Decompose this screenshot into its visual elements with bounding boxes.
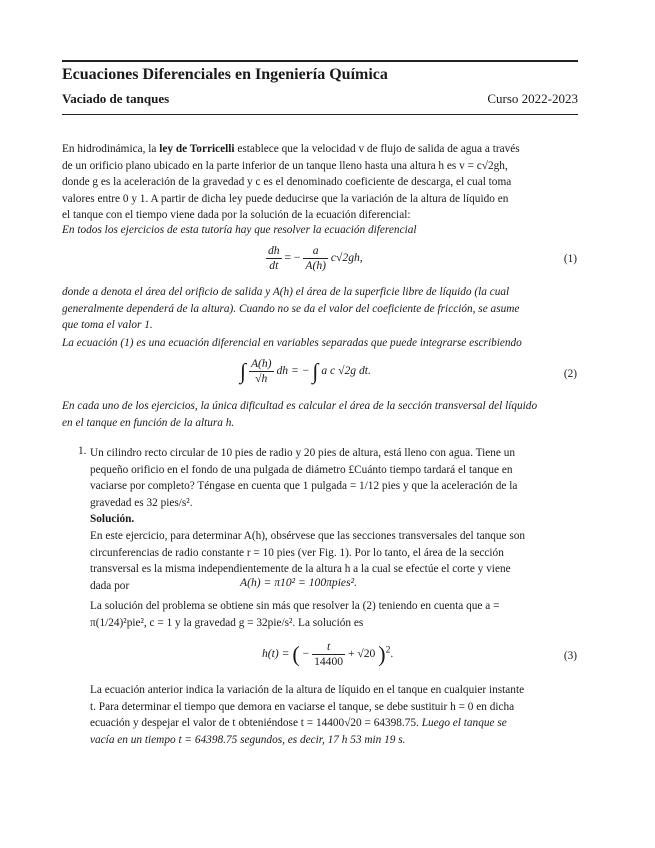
- eq3-period: .: [390, 647, 394, 661]
- eq1-tail: c√2gh,: [330, 251, 363, 265]
- intro-line: el tanque con el tiempo viene dada por la solución de la ecuación diferencial:: [62, 209, 411, 222]
- eq3-left-paren: (: [292, 641, 300, 667]
- definition-paragraph: [62, 284, 578, 334]
- eq3-right-paren: ): [378, 641, 386, 667]
- solution-line: dada por: [90, 579, 130, 592]
- conclusion-line: La ecuación anterior indica la variación de la altura de líquido en el tanque en cualquier instante: [90, 684, 525, 696]
- intro-line: donde g es la aceleración de la gravedad y c es el denominado coeficiente de descarga, el cual toma: [62, 176, 512, 189]
- intro-line: valores entre 0 y 1. A partir de dicha ley puede deducirse que la variación de la altura de líquido en: [62, 192, 509, 205]
- solution-line: transversal es la misma independientemente de la altura h a la cual se efectúe el corte y viene: [90, 563, 511, 576]
- separable-paragraph: [62, 335, 578, 352]
- eq3-num: t: [312, 640, 345, 655]
- separable-line: La ecuación (1) es una ecuación diferencial en variables separadas que puede integrarse escribiendo: [62, 337, 522, 349]
- solution-line: π(1/24)²pie², c = 1 y la gravedad g = 32pie/s². La solución es: [90, 616, 364, 629]
- eq1-lhs-den: dt: [269, 259, 279, 272]
- eq2-tail: a c √2g dt.: [321, 364, 371, 378]
- conclusion-line: [90, 715, 578, 732]
- definition-line: generalmente dependerá de la altura). Cuando no se da el valor del coeficiente de fricción, se asume: [62, 302, 520, 315]
- equation-1: [266, 244, 363, 273]
- intro-line: [62, 141, 578, 158]
- intro-text: En hidrodinámica, la: [62, 143, 160, 155]
- area-equation: A(h) = π10² = 100πpies².: [240, 576, 357, 589]
- definition-line: donde a denota el área del orificio de salida y A(h) el área de la superficie libre de líquido (la cual: [62, 286, 510, 298]
- difficulty-line: En cada uno de los ejercicios, la única dificultad es calcular el área de la sección transversal del líquido: [62, 400, 538, 412]
- difficulty-paragraph: [62, 398, 578, 431]
- equation-2-number: (2): [563, 368, 577, 380]
- definition-line: que toma el valor 1.: [62, 319, 153, 332]
- eq1-equals: = −: [284, 251, 301, 265]
- eq3-den: 14400: [314, 655, 344, 668]
- header-bottom-rule: [62, 114, 578, 115]
- note-line: En todos los ejercicios de esta tutoría hay que resolver la ecuación diferencial: [62, 224, 417, 236]
- solution-continued: [90, 598, 578, 631]
- conclusion-line: vacía en un tiempo t = 64398.75 segundos, es decir, 17 h 53 min 19 s.: [90, 733, 406, 746]
- eq1-den: A(h): [305, 259, 326, 272]
- eq2-den: √h: [255, 372, 268, 385]
- conclusion-italic: Luego el tanque se: [418, 717, 507, 730]
- conclusion-paragraph: [90, 682, 578, 748]
- intro-text: establece que la velocidad v de flujo de salida de agua a través: [234, 143, 520, 155]
- eq1-lhs-num: dh: [268, 244, 280, 257]
- solution-label-text: Solución.: [90, 513, 135, 526]
- intro-line: de un orificio plano ubicado en la parte inferior de un tanque lleno hasta una altura h es v = c√2gh,: [62, 159, 508, 172]
- header-top-rule: [62, 60, 578, 62]
- torricelli-law-term: ley de Torricelli: [159, 143, 235, 155]
- eq3-minus: −: [302, 647, 310, 661]
- eq2-middle: dh = −: [276, 364, 310, 378]
- equation-1-number: (1): [563, 253, 577, 265]
- equation-3: [262, 640, 393, 669]
- intro-paragraph: [62, 141, 578, 224]
- eq2-num: A(h): [250, 357, 272, 370]
- integral-symbol: ∫: [312, 358, 319, 384]
- eq1-num: a: [303, 244, 328, 259]
- difficulty-line: en el tanque en función de la altura h.: [62, 416, 235, 429]
- integral-symbol: ∫: [240, 358, 247, 384]
- conclusion-line: t. Para determinar el tiempo que demora en vaciarse el tanque, se debe sustituir h = 0 en dicha: [90, 700, 515, 713]
- exercise-statement: [90, 445, 578, 594]
- eq2-fraction: [249, 357, 274, 386]
- eq3-tail: + √20: [347, 647, 376, 661]
- document-title: Ecuaciones Diferenciales en Ingeniería Química: [62, 66, 388, 83]
- solution-label: [90, 511, 578, 528]
- document-subtitle: Vaciado de tanques: [62, 91, 170, 106]
- solution-line: circunferencias de radio constante r = 10 pies (ver Fig. 1). Por lo tanto, el área de la sección: [90, 546, 504, 559]
- exercise-number: 1.: [78, 445, 87, 457]
- note-paragraph: [62, 222, 578, 239]
- equation-3-number: (3): [563, 650, 577, 662]
- course-year: Curso 2022-2023: [487, 91, 578, 106]
- eq3-exponent: 2: [385, 644, 391, 656]
- statement-line: pequeño orificio en el fondo de una pulgada de diámetro £Cuánto tiempo tardará el tanque en: [90, 463, 513, 476]
- statement-line: vaciarse por completo? Téngase en cuenta que 1 pulgada = 1/12 pies y que la aceleración de la: [90, 480, 518, 493]
- statement-line: Un cilindro recto circular de 10 pies de radio y 20 pies de altura, está lleno con agua. Tiene un: [90, 447, 516, 459]
- conclusion-text: ecuación y despejar el valor de t obteniéndose t = 14400√20 = 64398.75.: [90, 717, 419, 730]
- solution-line: En este ejercicio, para determinar A(h), obsérvese que las secciones transversales del tanque son: [90, 529, 526, 542]
- solution-line: La solución del problema se obtiene sin más que resolver la (2) teniendo en cuenta que a =: [90, 600, 500, 612]
- statement-line: gravedad es 32 pies/s².: [90, 496, 193, 509]
- eq3-lhs: h(t) =: [262, 647, 290, 661]
- eq3-fraction: [312, 640, 345, 669]
- eq1-fraction: [303, 244, 328, 273]
- eq1-lhs-fraction: [266, 244, 282, 273]
- equation-2: [240, 357, 371, 386]
